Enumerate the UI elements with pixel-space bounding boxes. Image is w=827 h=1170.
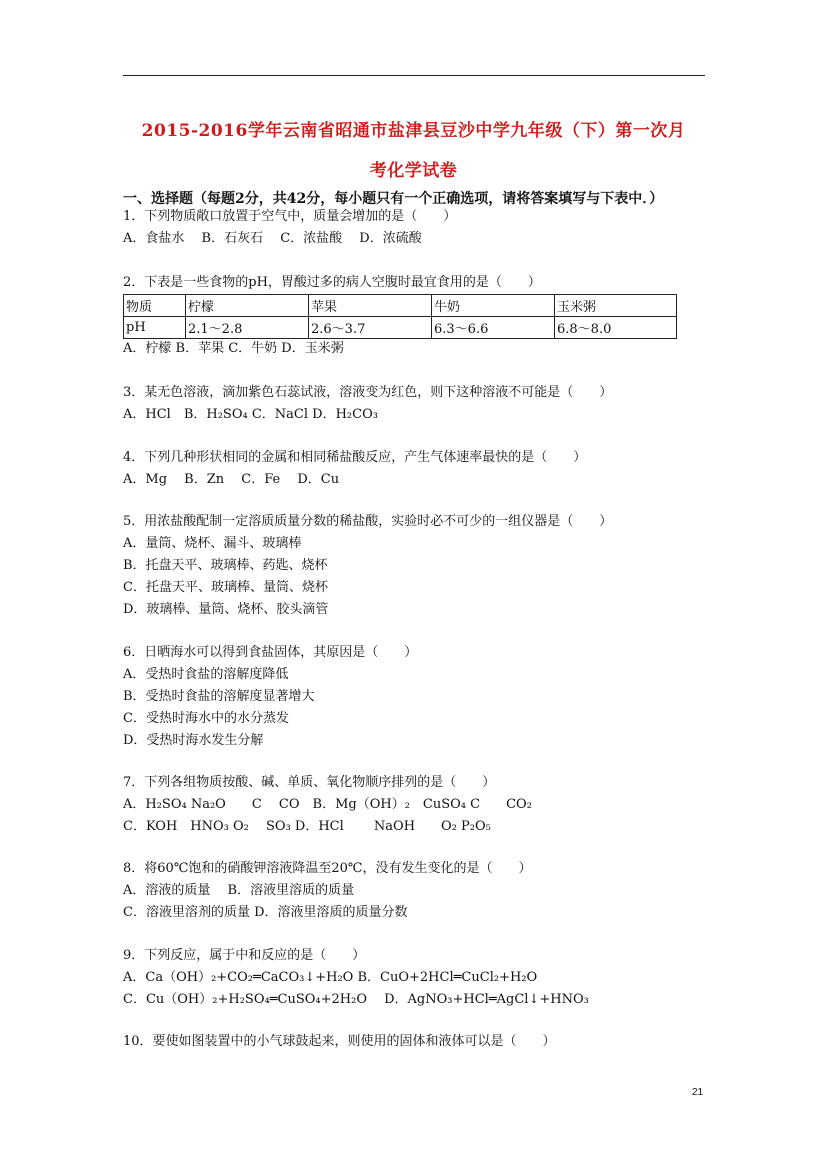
question-3 — [123, 382, 723, 426]
question-option: A．Mg B．Zn C．Fe D．Cu — [123, 472, 340, 487]
question-8 — [123, 858, 723, 924]
page-title-line2: 考化学试卷 — [369, 161, 458, 181]
table-cell: 玉米粥 — [555, 295, 677, 317]
question-stem: 2．下表是一些食物的pH，胃酸过多的病人空腹时最宜食用的是（ ） — [123, 275, 541, 290]
table-cell: 2.6～3.7 — [309, 317, 432, 339]
question-stem: 4．下列几种形状相同的金属和相同稀盐酸反应，产生气体速率最快的是（ ） — [123, 450, 587, 465]
question-stem: 1．下列物质敞口放置于空气中，质量会增加的是（ ） — [123, 209, 457, 224]
table-cell: 柠檬 — [186, 295, 309, 317]
question-option: B．托盘天平、玻璃棒、药匙、烧杯 — [123, 558, 328, 573]
question-option: A．Ca（OH）₂+CO₂═CaCO₃↓+H₂O B．CuO+2HCl═CuCl₂+H₂O — [123, 970, 538, 985]
question-option: C．Cu（OH）₂+H₂SO₄═CuSO₄+2H₂O D．AgNO₃+HCl═AgCl↓+HNO₃ — [123, 992, 589, 1007]
question-stem: 6．日晒海水可以得到食盐固体，其原因是（ ） — [123, 645, 418, 660]
table-cell: 牛奶 — [432, 295, 555, 317]
table-cell: pH — [124, 317, 186, 339]
question-1 — [123, 206, 723, 250]
question-option: A．H₂SO₄ Na₂O C CO B．Mg（OH）₂ CuSO₄ C CO₂ — [123, 797, 532, 812]
table-cell: 6.8～8.0 — [555, 317, 677, 339]
table-cell: 6.3～6.6 — [432, 317, 555, 339]
question-option: A．受热时食盐的溶解度降低 — [123, 667, 289, 682]
question-option: C．托盘天平、玻璃棒、量筒、烧杯 — [123, 580, 328, 595]
question-option: D．受热时海水发生分解 — [123, 733, 264, 748]
ph-table — [123, 294, 677, 339]
question-option: C．溶液里溶剂的质量 D．溶液里溶质的质量分数 — [123, 905, 408, 920]
question-option: A．HCl B．H₂SO₄ C．NaCl D．H₂CO₃ — [123, 407, 378, 422]
question-6 — [123, 642, 723, 752]
header-rule — [123, 75, 705, 76]
question-stem: 5．用浓盐酸配制一定溶质质量分数的稀盐酸，实验时必不可少的一组仪器是（ ） — [123, 514, 613, 529]
question-stem: 3．某无色溶液，滴加紫色石蕊试液，溶液变为红色，则下这种溶液不可能是（ ） — [123, 385, 613, 400]
question-option: A．食盐水 B．石灰石 C．浓盐酸 D．浓硫酸 — [123, 231, 422, 246]
question-stem: 10．要使如图装置中的小气球鼓起来，则使用的固体和液体可以是（ ） — [123, 1034, 556, 1049]
question-option: A．柠檬 B．苹果 C．牛奶 D．玉米粥 — [123, 341, 344, 356]
question-stem: 9．下列反应，属于中和反应的是（ ） — [123, 948, 366, 963]
question-7 — [123, 772, 723, 838]
question-5 — [123, 511, 723, 621]
question-option: D．玻璃棒、量筒、烧杯、胶头滴管 — [123, 602, 329, 617]
question-4 — [123, 447, 723, 491]
table-row — [124, 317, 677, 339]
table-cell: 2.1～2.8 — [186, 317, 309, 339]
question-2 — [123, 272, 723, 294]
question-option: A．量筒、烧杯、漏斗、玻璃棒 — [123, 536, 302, 551]
page-number: 21 — [692, 1087, 704, 1098]
question-stem: 7．下列各组物质按酸、碱、单质、氧化物顺序排列的是（ ） — [123, 775, 496, 790]
table-cell: 物质 — [124, 295, 186, 317]
question-option: B．受热时食盐的溶解度显著增大 — [123, 689, 315, 704]
question-option: C．受热时海水中的水分蒸发 — [123, 711, 289, 726]
question-stem: 8．将60℃饱和的硝酸钾溶液降温至20℃，没有发生变化的是（ ） — [123, 861, 532, 876]
question-10 — [123, 1031, 723, 1053]
question-option: C．KOH HNO₃ O₂ SO₃ D．HCl NaOH O₂ P₂O₅ — [123, 819, 491, 834]
question-9 — [123, 945, 723, 1011]
table-row — [124, 295, 677, 317]
section-heading: 一、选择题（每题2分，共42分，每小题只有一个正确选项，请将答案填写与下表中．） — [123, 191, 664, 207]
table-cell: 苹果 — [309, 295, 432, 317]
page-title-line1: 2015-2016学年云南省昭通市盐津县豆沙中学九年级（下）第一次月 — [141, 121, 686, 141]
question-2-options — [123, 338, 723, 360]
question-option: A．溶液的质量 B．溶液里溶质的质量 — [123, 883, 355, 898]
